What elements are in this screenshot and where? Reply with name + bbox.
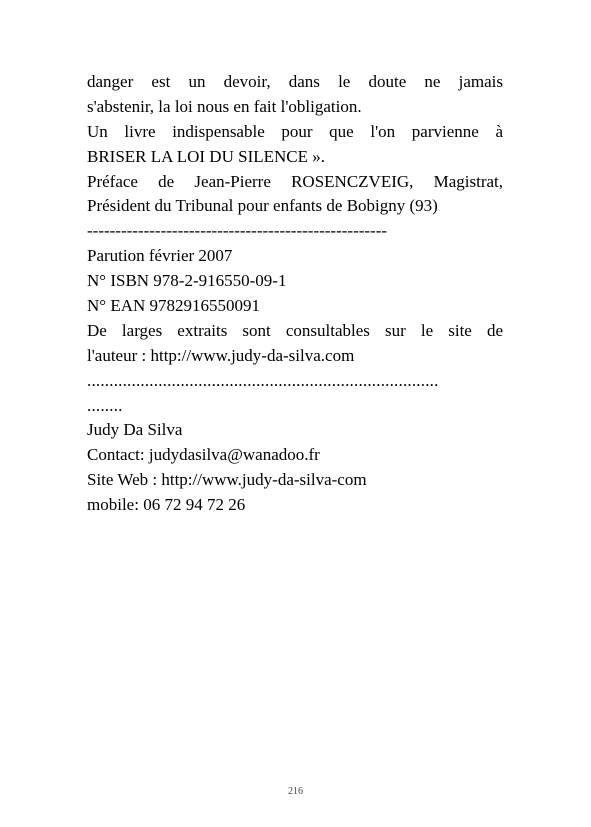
excerpts-website: l'auteur : http://www.judy-da-silva.com — [87, 345, 355, 365]
dotted-separator-tail: ........ — [87, 395, 123, 415]
publication-date: Parution février 2007 — [87, 246, 233, 266]
body-line-preface-role: Président du Tribunal pour enfants de Bobigny (93) — [87, 196, 438, 216]
dotted-separator: ............................................................................... — [87, 370, 439, 390]
contact-email: Contact: judydasilva@wanadoo.fr — [87, 445, 320, 465]
body-line-continuation-2: s'abstenir, la loi nous en fait l'obligation. — [87, 96, 362, 116]
ean-number: N° EAN 9782916550091 — [87, 296, 261, 316]
body-line-book-title: BRISER LA LOI DU SILENCE ». — [87, 146, 325, 166]
excerpts-note: De larges extraits sont consultables sur le site de — [87, 320, 503, 340]
dashed-separator: ----------------------------------------------------- — [87, 221, 388, 241]
author-name: Judy Da Silva — [87, 420, 183, 440]
page-body — [87, 70, 503, 518]
isbn-number: N° ISBN 978-2-916550-09-1 — [87, 271, 287, 291]
body-line-continuation-1: danger est un devoir, dans le doute ne jamais — [87, 72, 503, 91]
body-line-book-description: Un livre indispensable pour que l'on parvienne à — [87, 121, 503, 141]
page-number: 216 — [288, 786, 303, 797]
author-website: Site Web : http://www.judy-da-silva-com — [87, 470, 367, 490]
body-line-preface-author: Préface de Jean-Pierre ROSENCZVEIG, Magistrat, — [87, 171, 503, 191]
mobile-number: mobile: 06 72 94 72 26 — [87, 495, 246, 515]
